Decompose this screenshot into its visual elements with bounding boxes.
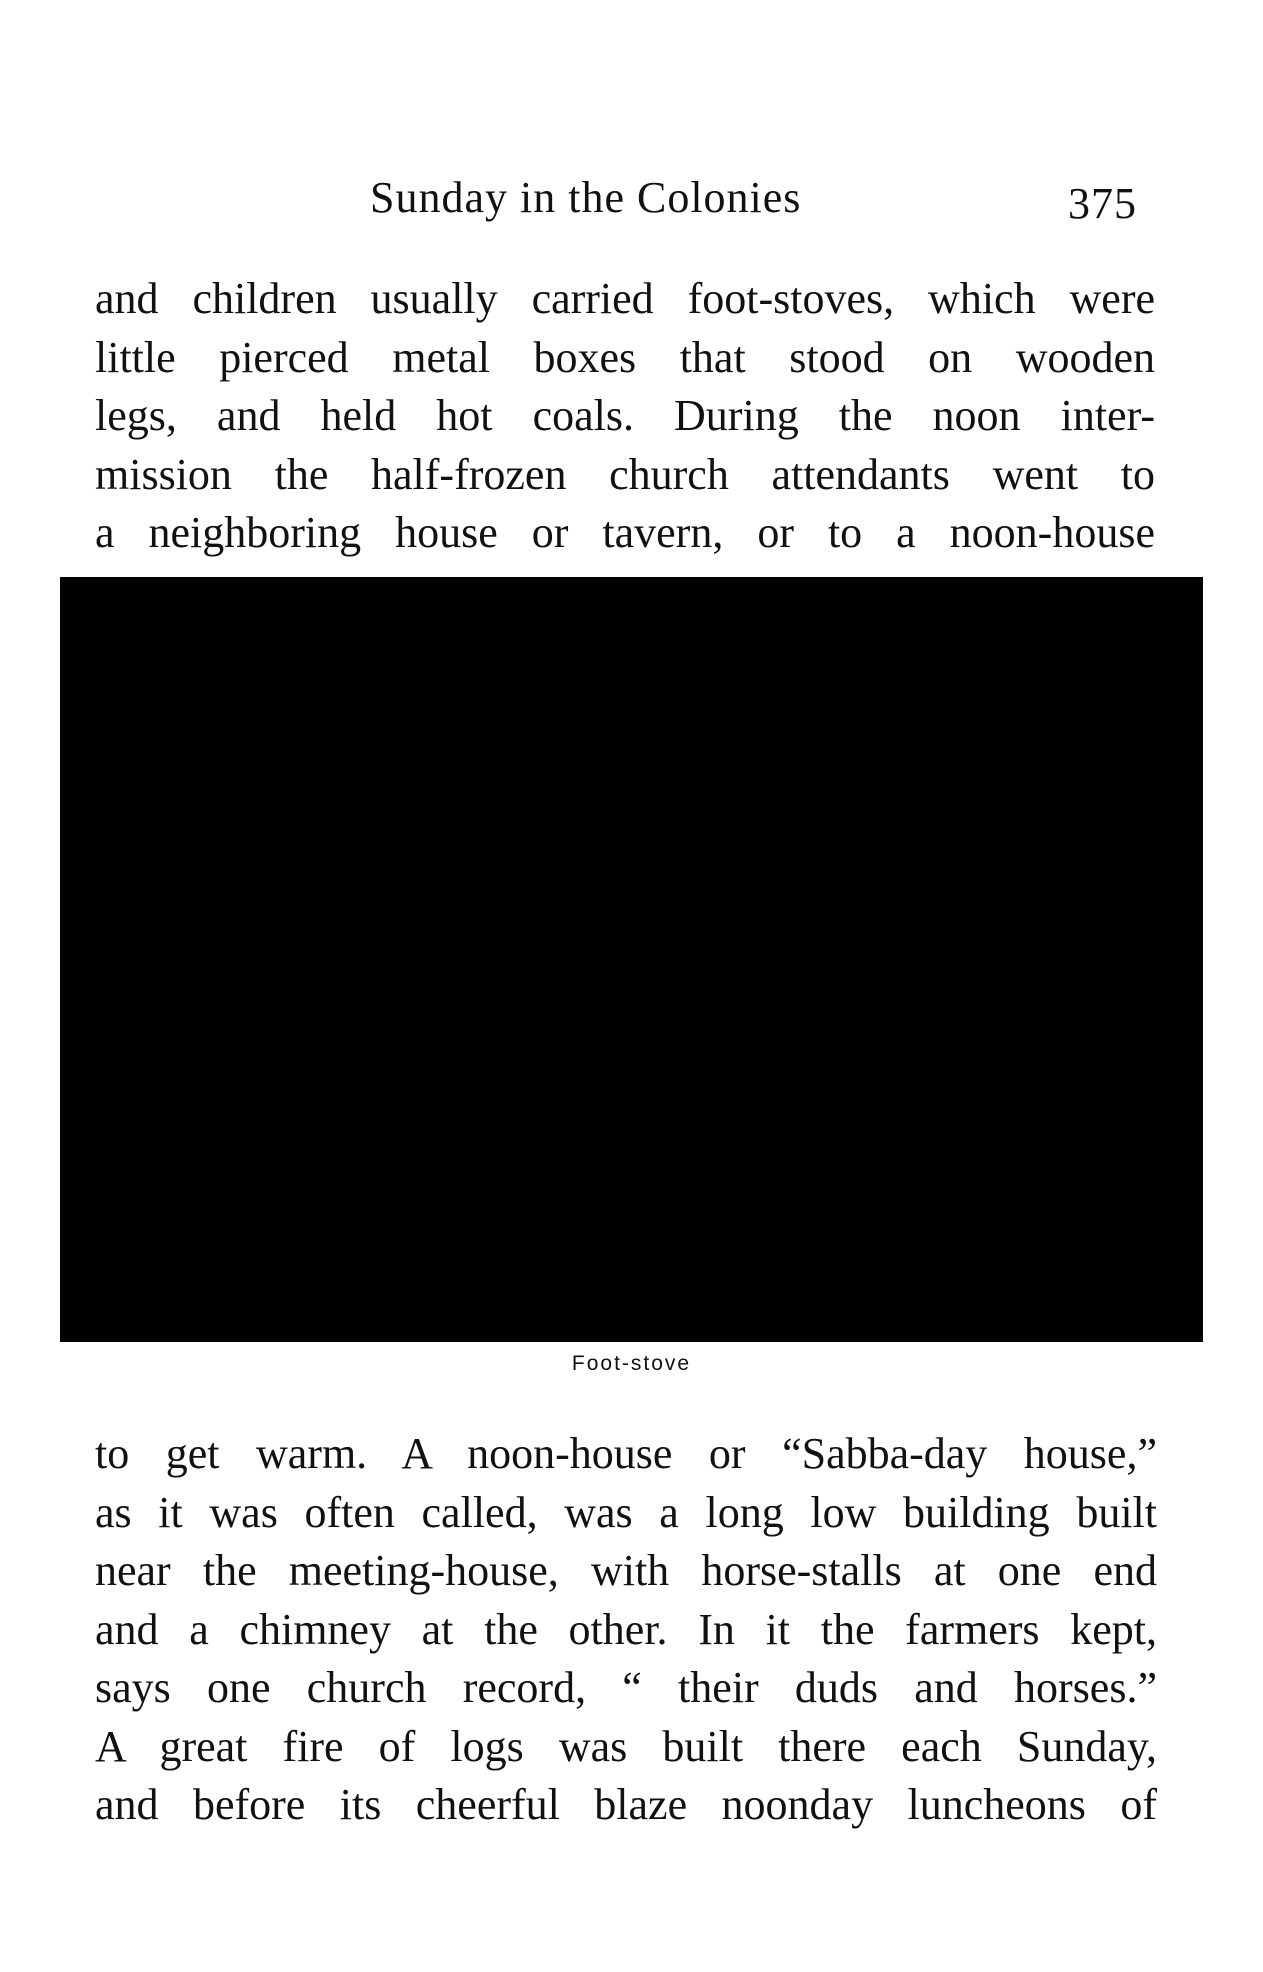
text-line: and a chimney at the other. In it the farmers kept, [95,1604,1157,1654]
text-line: legs, and held hot coals. During the noon inter- [95,391,1155,440]
page-number: 375 [1068,179,1137,228]
text-line: little pierced metal boxes that stood on wooden [95,332,1155,382]
paragraph-bottom [95,1425,1157,1835]
text-line: and before its cheerful blaze noonday luncheons of [95,1780,1157,1829]
text-line: A great fire of logs was built there each Sunday, [95,1721,1157,1771]
paragraph-top [95,270,1155,563]
text-line: near the meeting-house, with horse-stalls at one end [95,1546,1157,1595]
text-line: a neighboring house or tavern, or to a noon-house [95,508,1155,557]
figure-caption: Foot-stove [571,1352,692,1375]
text-line: mission the half-frozen church attendants went to [95,449,1155,499]
running-head [0,172,1263,232]
text-line: to get warm. A noon-house or “Sabba-day house,” [95,1429,1157,1478]
text-line: as it was often called, was a long low building built [95,1487,1157,1537]
text-line: says one church record, “ their duds and horses.” [95,1663,1157,1712]
text-line: and children usually carried foot-stoves, which were [95,274,1155,323]
foot-stove-illustration [60,577,1203,1342]
running-title: Sunday in the Colonies [370,173,802,222]
